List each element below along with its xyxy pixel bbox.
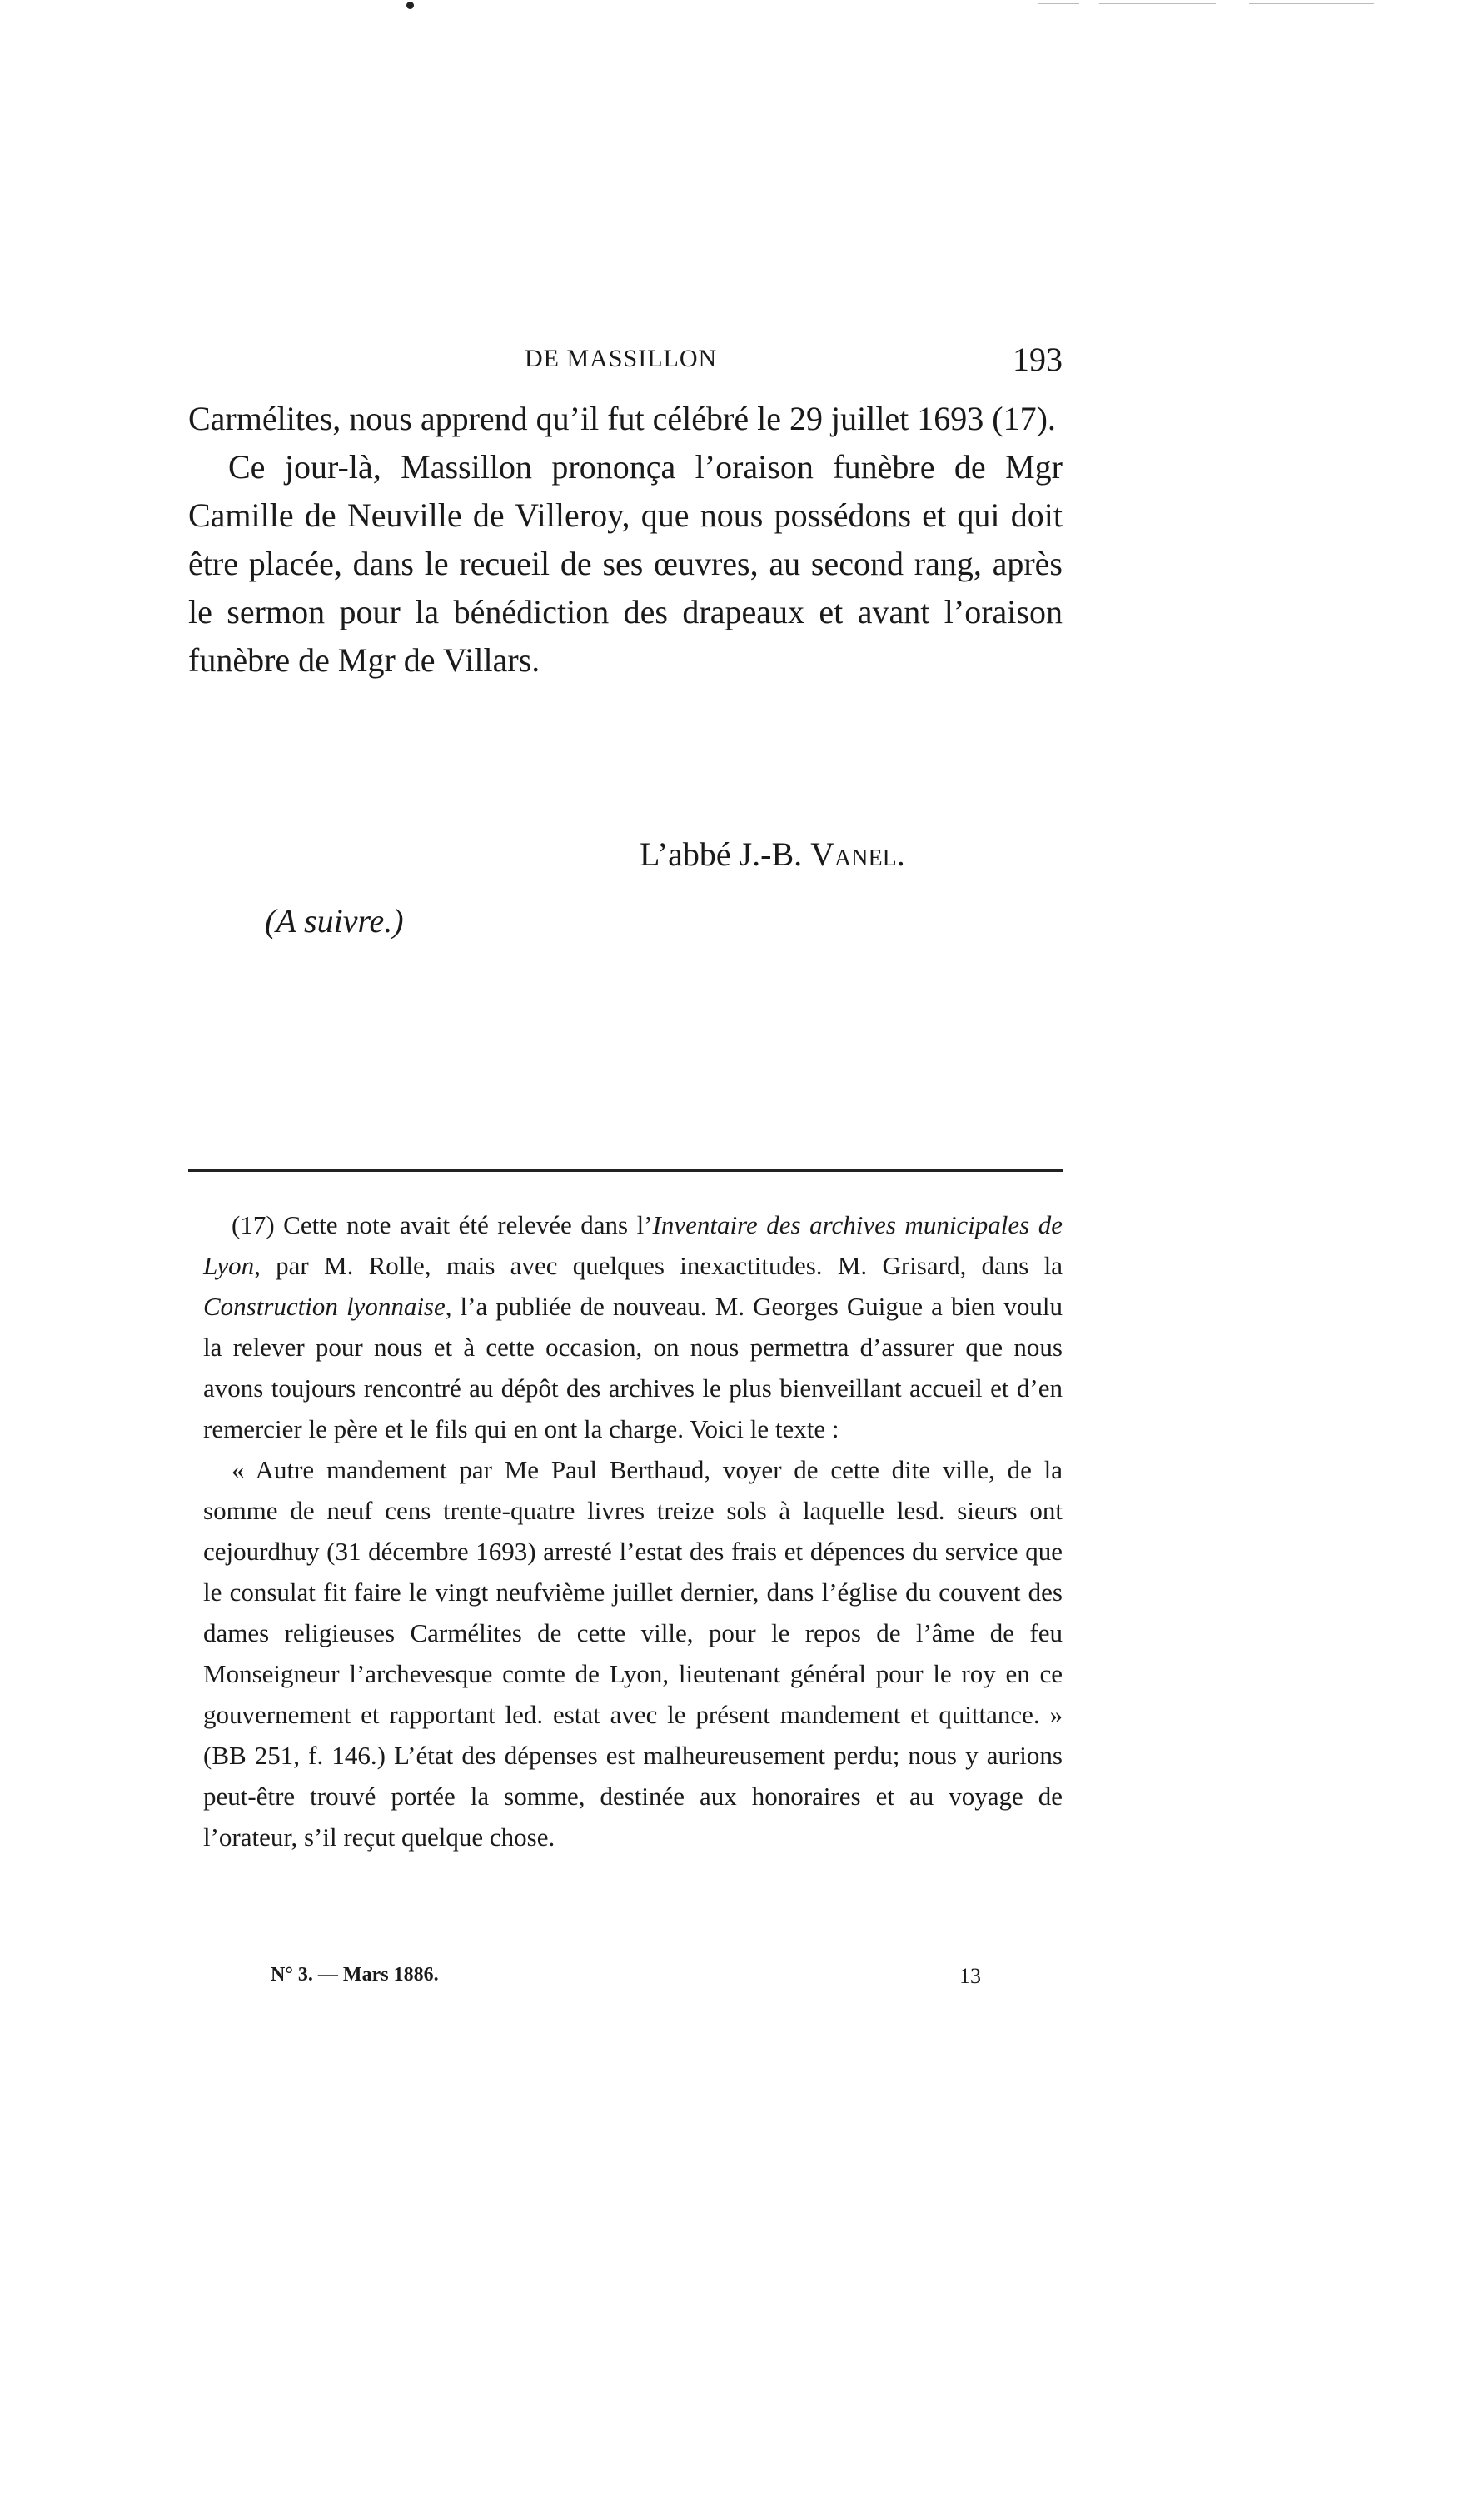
signature-name: Vanel. bbox=[810, 835, 905, 873]
footnote-quote: « Autre mandement par Me Paul Berthaud, voyer de cette dite ville, de la somme de neuf cens trente-quatre livres treize sols à laquelle lesd. sieurs ont cejourdhuy (31 décembre 1693) arresté l’estat des frais et dépences du service que le consulat fit faire le vingt neufvième juillet dernier, dans l’église du couvent des dames religieuses Carmélites de cette ville, pour le repos de l’âme de feu Monseigneur l’archevesque comte de Lyon, lieutenant général pour le roy en ce gouvernement et rapportant led. estat avec le présent mandement et quittance. » (BB 251, f. 146.) L’état des dépenses est malheureusement perdu; nous y aurions peut-être trouvé portée la somme, destinée aux honoraires et au voyage de l’orateur, s’il reçut quelque chose. bbox=[203, 1455, 1063, 1852]
author-signature bbox=[640, 835, 905, 874]
footnote-paragraph bbox=[203, 1204, 1063, 1449]
issue-line: N° 3. — Mars 1886. bbox=[271, 1964, 439, 1986]
page-number: 193 bbox=[1013, 341, 1063, 378]
footnote-title: Construction lyonnaise bbox=[203, 1292, 446, 1321]
paragraph: Carmélites, nous apprend qu’il fut célébré le 29 juillet 1693 (17). bbox=[188, 400, 1056, 437]
top-edge-rule bbox=[1249, 3, 1374, 4]
footnote bbox=[203, 1204, 1063, 1857]
footnote-text: , l’a publiée de nouveau. M. Georges Guigue a bien voulu la relever pour nous et à cette occasion, on nous permettra d’assurer que nous avons toujours rencontré au dépôt des archives le plus bienveillant accueil et d’en remercier le père et le fils qui en ont la charge. Voici le texte : bbox=[203, 1292, 1063, 1443]
footnote-title: Inventaire des archives municipales de Lyon bbox=[203, 1210, 1063, 1280]
main-text bbox=[188, 395, 1063, 685]
footnote-divider bbox=[188, 1169, 1063, 1172]
signature-prefix: L’abbé J.-B. bbox=[640, 835, 811, 873]
printed-dot-mark bbox=[406, 2, 414, 9]
paragraph: Ce jour-là, Massillon prononça l’oraison funèbre de Mgr Camille de Neuville de Villeroy, que nous possédons et qui doit être placée, dans le recueil de ses œuvres, au second rang, après le sermon pour la bénédiction des drapeaux et avant l’oraison funèbre de Mgr de Villars. bbox=[188, 448, 1063, 679]
running-head: DE MASSILLON bbox=[525, 345, 718, 372]
footnote-text: , par M. Rolle, mais avec quelques inexactitudes. M. Grisard, dans la bbox=[254, 1251, 1063, 1280]
footnote-text: (17) Cette note avait été relevée dans l’ bbox=[232, 1210, 653, 1239]
page-header bbox=[188, 340, 1063, 378]
signature-mark: 13 bbox=[959, 1964, 981, 1988]
to-be-continued: (A suivre.) bbox=[265, 902, 404, 939]
top-edge-rule bbox=[1099, 3, 1216, 4]
top-edge-rule bbox=[1038, 3, 1079, 4]
